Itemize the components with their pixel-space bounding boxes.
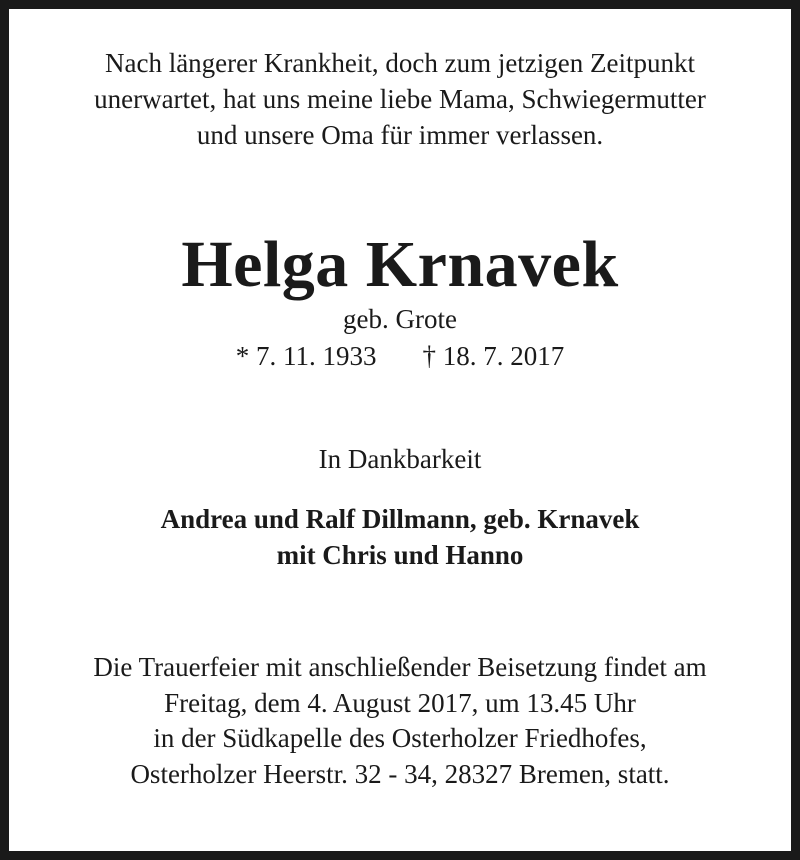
intro-line: Nach längerer Krankheit, doch zum jetzigen Zeitpunkt	[104, 48, 696, 78]
funeral-line: Die Trauerfeier mit anschließender Beisetzung findet am	[93, 652, 707, 682]
birth-date: * 7. 11. 1933	[235, 341, 377, 371]
gratitude-text: In Dankbarkeit	[318, 444, 482, 474]
family-line: Andrea und Ralf Dillmann, geb. Krnavek	[160, 504, 640, 534]
birth-name: geb. Grote	[343, 304, 457, 334]
funeral-notice	[20, 650, 780, 792]
funeral-line: Osterholzer Heerstr. 32 - 34, 28327 Bremen, statt.	[130, 758, 670, 789]
life-dates	[20, 338, 780, 374]
intro-text	[20, 45, 780, 153]
funeral-line: in der Südkapelle des Osterholzer Friedhofes,	[153, 723, 647, 753]
family-line: mit Chris und Hanno	[276, 540, 524, 570]
family-signature	[20, 501, 780, 573]
deceased-name: Helga Krnavek	[181, 228, 619, 301]
death-date: † 18. 7. 2017	[422, 341, 565, 371]
funeral-line: Freitag, dem 4. August 2017, um 13.45 Uhr	[164, 687, 636, 718]
intro-line: und unsere Oma für immer verlassen.	[196, 120, 604, 150]
intro-line: unerwartet, hat uns meine liebe Mama, Schwiegermutter	[94, 84, 706, 114]
